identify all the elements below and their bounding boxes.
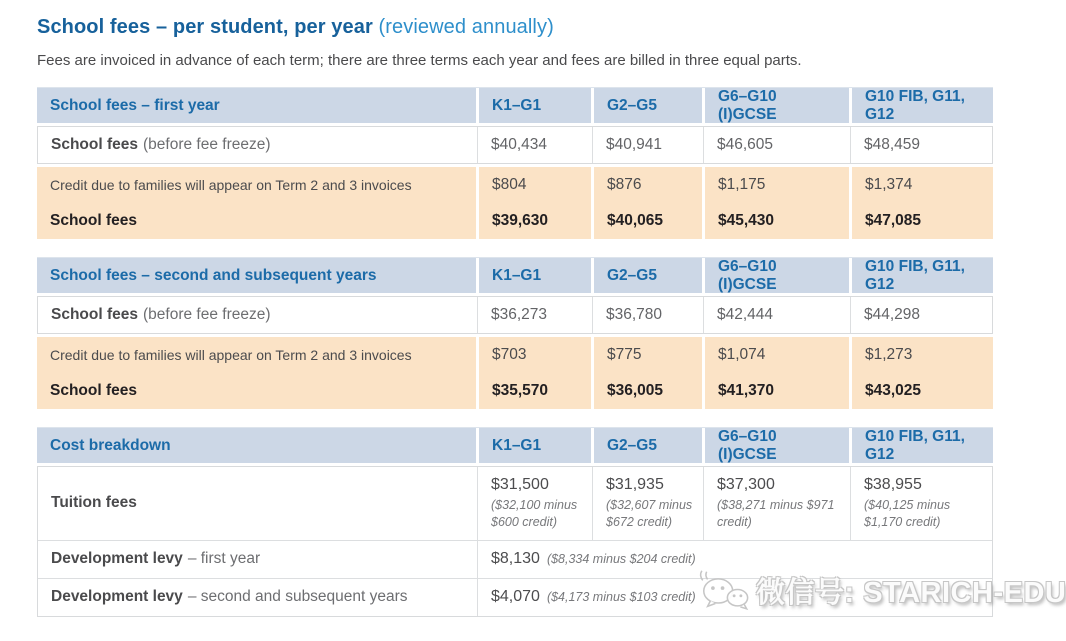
fee-value: $44,298 xyxy=(850,297,994,333)
column-header-g10fib: G10 FIB, G11, G12 xyxy=(849,428,993,463)
row-label: Credit due to families will appear on Term 2 and 3 invoices xyxy=(50,347,412,363)
row-label: Tuition fees xyxy=(51,494,137,512)
tuition-value: $31,935 ($32,607 minus $672 credit) xyxy=(592,467,703,540)
fee-value: $46,605 xyxy=(703,127,850,163)
fee-value: $48,459 xyxy=(850,127,994,163)
total-value: $45,430 xyxy=(702,203,849,239)
highlight-block xyxy=(37,167,993,239)
fee-value: $40,941 xyxy=(592,127,703,163)
table-subsequent-years-header xyxy=(37,257,993,293)
table-row-credit xyxy=(37,167,993,203)
total-value: $41,370 xyxy=(702,373,849,409)
total-value: $36,005 xyxy=(591,373,702,409)
table-title: Cost breakdown xyxy=(37,428,476,463)
column-header-g2-g5: G2–G5 xyxy=(591,258,702,293)
table-row-total xyxy=(37,203,993,239)
row-label: School fees xyxy=(50,212,137,229)
column-header-k1-g1: K1–G1 xyxy=(476,428,591,463)
table-row-credit xyxy=(37,337,993,373)
column-header-g6-g10: G6–G10 (I)GCSE xyxy=(702,428,849,463)
fee-value: $36,780 xyxy=(592,297,703,333)
column-header-g6-g10: G6–G10 (I)GCSE xyxy=(702,258,849,293)
credit-value: $1,273 xyxy=(849,337,993,373)
credit-value: $775 xyxy=(591,337,702,373)
column-header-g6-g10: G6–G10 (I)GCSE xyxy=(702,88,849,123)
table-cost-breakdown xyxy=(37,427,993,617)
column-header-k1-g1: K1–G1 xyxy=(476,258,591,293)
tuition-value: $31,500 ($32,100 minus $600 credit) xyxy=(477,467,592,540)
table-row-before-freeze xyxy=(37,296,993,334)
column-header-g10fib: G10 FIB, G11, G12 xyxy=(849,88,993,123)
fee-value: $36,273 xyxy=(477,297,592,333)
tuition-value: $38,955 ($40,125 minus $1,170 credit) xyxy=(850,467,994,540)
credit-value: $876 xyxy=(591,167,702,203)
row-label: Credit due to families will appear on Term 2 and 3 invoices xyxy=(50,177,412,193)
highlight-block xyxy=(37,337,993,409)
column-header-g2-g5: G2–G5 xyxy=(591,88,702,123)
watermark-text: 微信号: STARICH-EDU xyxy=(756,576,1066,609)
table-first-year-header xyxy=(37,87,993,123)
row-label: School fees (before fee freeze) xyxy=(51,136,271,153)
table-title: School fees – first year xyxy=(37,88,476,123)
row-label: Development levy – first year xyxy=(51,550,261,568)
total-value: $39,630 xyxy=(476,203,591,239)
credit-value: $703 xyxy=(476,337,591,373)
page-title-main: School fees – per student, per year xyxy=(37,16,373,38)
table-row-levy-subsequent-years xyxy=(38,578,992,616)
row-label: Development levy – second and subsequent years xyxy=(51,588,408,606)
table-subsequent-years xyxy=(37,257,993,409)
row-label: School fees (before fee freeze) xyxy=(51,306,271,323)
levy-value: $4,070 ($4,173 minus $103 credit) xyxy=(477,579,994,616)
table-cost-breakdown-header xyxy=(37,427,993,463)
table-row-tuition xyxy=(38,467,992,540)
table-first-year xyxy=(37,87,993,239)
row-label: School fees xyxy=(50,382,137,399)
page-title-note: (reviewed annually) xyxy=(378,16,554,38)
column-header-k1-g1: K1–G1 xyxy=(476,88,591,123)
total-value: $43,025 xyxy=(849,373,993,409)
credit-value: $804 xyxy=(476,167,591,203)
table-row-total xyxy=(37,373,993,409)
page-title xyxy=(37,16,993,39)
fee-value: $42,444 xyxy=(703,297,850,333)
intro-text: Fees are invoiced in advance of each term; there are three terms each year and fees are billed in three equal parts. xyxy=(37,52,802,69)
credit-value: $1,074 xyxy=(702,337,849,373)
table-row-levy-first-year xyxy=(38,540,992,578)
tuition-value: $37,300 ($38,271 minus $971 credit) xyxy=(703,467,850,540)
total-value: $35,570 xyxy=(476,373,591,409)
column-header-g2-g5: G2–G5 xyxy=(591,428,702,463)
credit-value: $1,175 xyxy=(702,167,849,203)
table-title: School fees – second and subsequent years xyxy=(37,258,476,293)
credit-value: $1,374 xyxy=(849,167,993,203)
levy-value: $8,130 ($8,334 minus $204 credit) xyxy=(477,541,994,578)
cost-breakdown-body xyxy=(37,466,993,617)
column-header-g10fib: G10 FIB, G11, G12 xyxy=(849,258,993,293)
fee-value: $40,434 xyxy=(477,127,592,163)
total-value: $40,065 xyxy=(591,203,702,239)
total-value: $47,085 xyxy=(849,203,993,239)
table-row-before-freeze xyxy=(37,126,993,164)
